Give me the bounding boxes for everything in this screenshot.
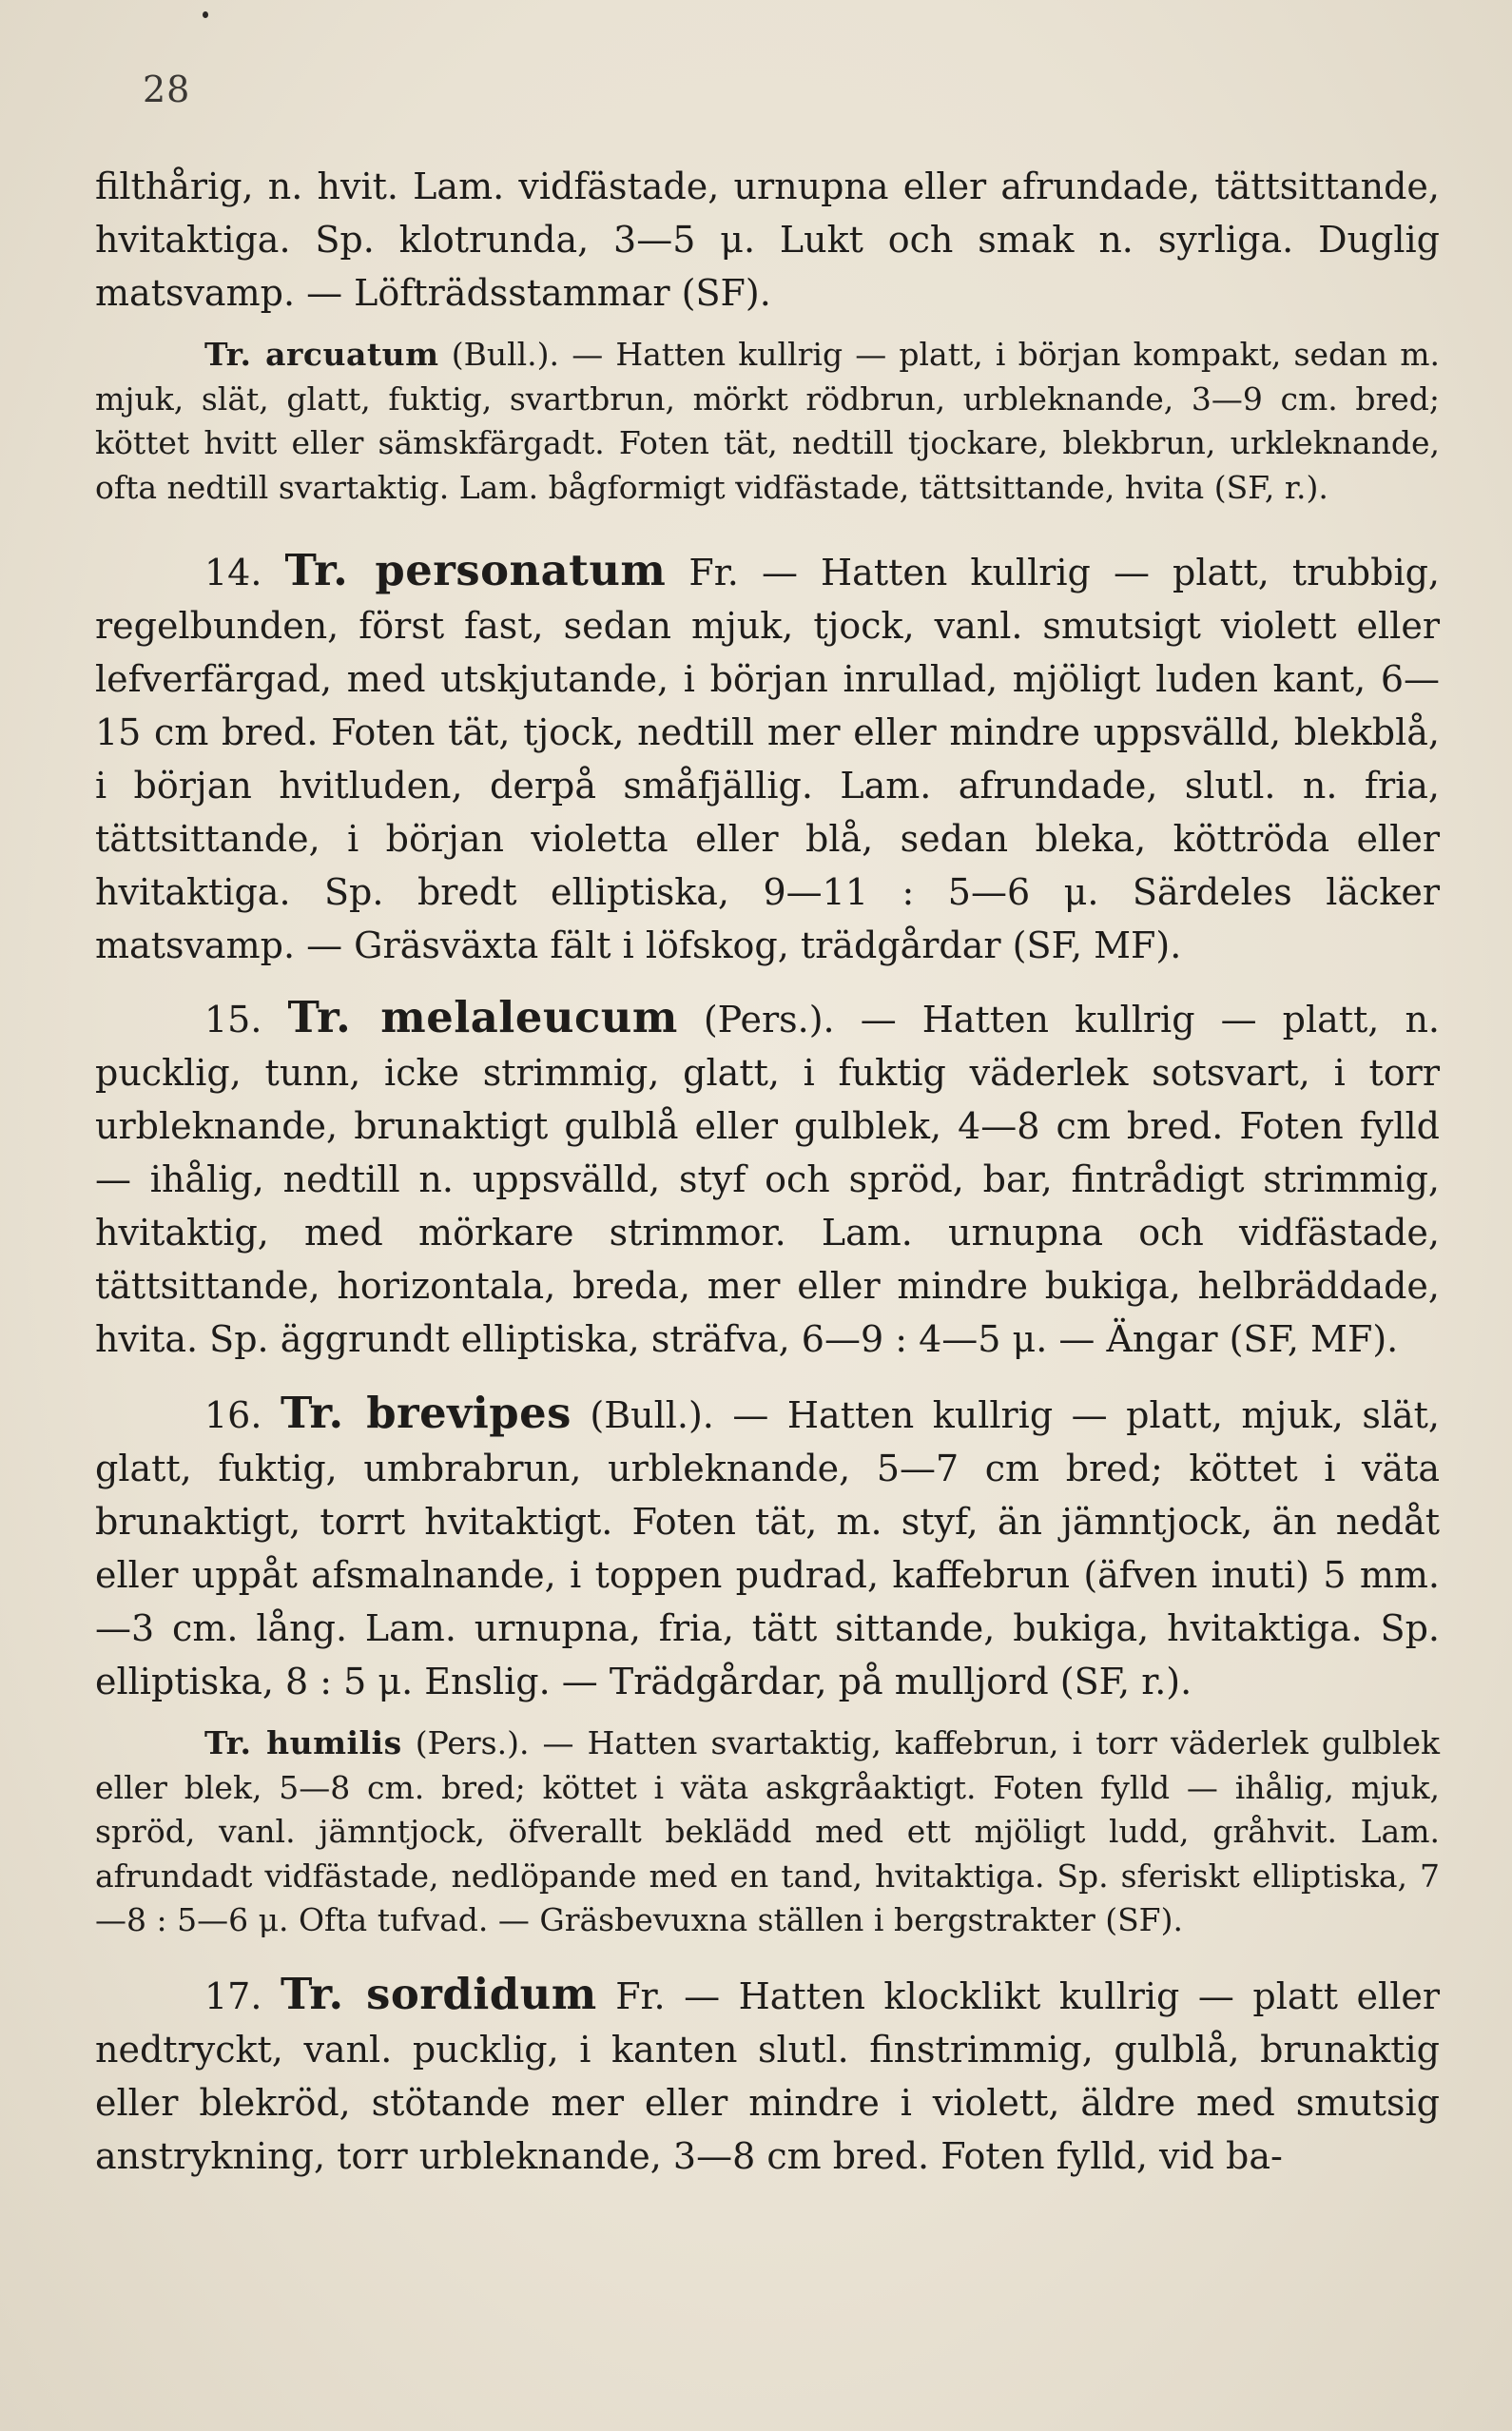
species-name: Tr. sordidum [280,1968,597,2019]
paragraph-text: Fr. — Hatten kullrig — platt, trubbig, regelbunden, först fast, sedan mjuk, tjock, vanl. smutsigt violett eller lefverfärgad, med utskjutande, i början inrullad, mjöligt luden kant, 6—15 cm bred. Foten tät, tjock, nedtill mer eller mindre uppsvälld, blekblå, i början hvitluden, derpå småfjällig. Lam. afrundade, slutl. n. fria, tättsittande, i början violetta eller blå, sedan bleka, köttröda eller hvitaktiga. Sp. bredt elliptiska, 9—11 : 5—6 μ. Särdeles läcker matsvamp. — Gräsväxta fält i löfskog, trädgårdar (SF, MF). [95,552,1440,966]
paragraph-arcuatum [95,333,1440,510]
paragraph-text: filthårig, n. hvit. Lam. vidfästade, urnupna eller afrundade, tättsittande, hvitaktiga. Sp. klotrunda, 3—5 μ. Lukt och smak n. syrliga. Duglig matsvamp. — Löfträdsstammar (SF). [95,165,1440,314]
body-text [95,160,1440,2183]
entry-number: 15. [204,999,288,1040]
paragraph-text: (Bull.). — Hatten kullrig — platt, i början kompakt, sedan m. mjuk, slät, glatt, fuktig, svartbrun, mörkt rödbrun, urbleknande, 3—9 cm. bred; köttet hvitt eller sämskfärgadt. Foten tät, nedtill tjockare, blekbrun, urkleknande, ofta nedtill svartaktig. Lam. bågformigt vidfästade, tättsittande, hvita (SF, r.). [95,336,1440,506]
species-name: Tr. humilis [204,1724,402,1761]
ink-speck [203,11,208,18]
paragraph-text: (Bull.). — Hatten kullrig — platt, mjuk, slät, glatt, fuktig, umbrabrun, urbleknande, 5—7 cm bred; köttet i väta brunaktigt, torrt hvitaktigt. Foten tät, m. styf, än jämntjock, än nedåt eller uppåt afsmalnande, i toppen pudrad, kaffebrun (äfven inuti) 5 mm.—3 cm. lång. Lam. urnupna, fria, tätt sittande, bukiga, hvitaktiga. Sp. elliptiska, 8 : 5 μ. Enslig. — Trädgårdar, på mulljord (SF, r.). [95,1394,1440,1702]
page-number: 28 [143,68,191,110]
paragraph-continuation [95,160,1440,320]
entry-number: 14. [204,552,285,593]
paragraph-personatum [95,544,1440,972]
paragraph-melaleucum [95,991,1440,1366]
paragraph-text: (Pers.). — Hatten svartaktig, kaffebrun, i torr väderlek gulblek eller blek, 5—8 cm. bred; köttet i väta askgråaktigt. Foten fylld — ihålig, mjuk, spröd, vanl. jämntjock, öfverallt beklädd med ett mjöligt ludd, gråhvit. Lam. afrundadt vidfästade, nedlöpande med en tand, hvitaktiga. Sp. sferiskt elliptiska, 7—8 : 5—6 μ. Ofta tufvad. — Gräsbevuxna ställen i bergstrakter (SF). [95,1724,1440,1938]
species-name: Tr. personatum [284,545,667,595]
species-name: Tr. melaleucum [287,992,678,1042]
paragraph-sordidum [95,1968,1440,2183]
paragraph-humilis [95,1721,1440,1943]
entry-number: 17. [204,1974,281,2017]
species-name: Tr. arcuatum [204,336,439,373]
species-name: Tr. brevipes [280,1388,572,1438]
paragraph-text: (Pers.). — Hatten kullrig — platt, n. pucklig, tunn, icke strimmig, glatt, i fuktig väderlek sotsvart, i torr urbleknande, brunaktigt gulblå eller gulblek, 4—8 cm bred. Foten fylld — ihålig, nedtill n. uppsvälld, styf och spröd, bar, fintrådigt strimmig, hvitaktig, med mörkare strimmor. Lam. urnupna och vidfästade, tättsittande, horizontala, breda, mer eller mindre bukiga, helbräddade, hvita. Sp. äggrundt elliptiska, sträfva, 6—9 : 4—5 μ. — Ängar (SF, MF). [95,999,1440,1360]
entry-number: 16. [204,1394,281,1436]
paragraph-text: Fr. — Hatten klocklikt kullrig — platt eller nedtryckt, vanl. pucklig, i kanten slutl. finstrimmig, gulblå, brunaktig eller blekröd, stötande mer eller mindre i violett, äldre med smutsig anstrykning, torr urbleknande, 3—8 cm bred. Foten fylld, vid ba- [95,1974,1440,2177]
paragraph-brevipes [95,1387,1440,1708]
